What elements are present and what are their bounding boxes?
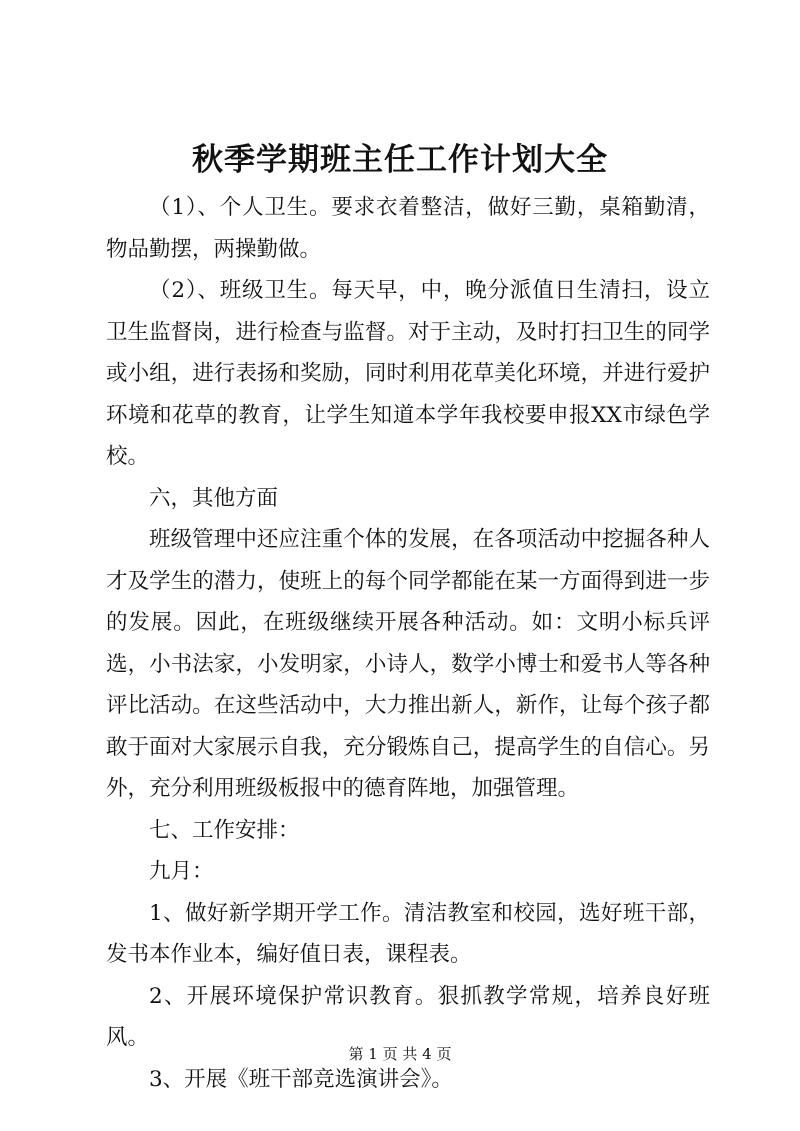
paragraph-class-hygiene: （2）、班级卫生。每天早，中，晚分派值日生清扫，设立卫生监督岗，进行检查与监督。对于主动，及时打扫卫生的同学或小组，进行表扬和奖励，同时利用花草美化环境，并进行爱护环境和花草的教育，让学生知道本学年我校要申报XX市绿色学校。: [106, 278, 710, 469]
page-number-footer: 第 1 页 共 4 页: [348, 1045, 452, 1063]
month-heading-september: 九月：: [149, 859, 214, 884]
list-item-2: 2、开展环境保护常识教育。狠抓教学常规，培养良好班风。: [106, 983, 710, 1050]
list-item-1: 1、做好新学期开学工作。清洁教室和校园，选好班干部，发书本作业本，编好值日表，课程表。: [106, 900, 710, 967]
section-heading-work-schedule: 七、工作安排：: [149, 817, 300, 843]
section-heading-other: 六，其他方面: [149, 485, 279, 511]
paragraph-personal-hygiene: （1）、个人卫生。要求衣着整洁，做好三勤，桌箱勤清，物品勤摆，两操勤做。: [106, 195, 710, 262]
list-item-3: 3、开展《班干部竞选演讲会》。: [149, 1066, 453, 1092]
paragraph-individual-development: 班级管理中还应注重个体的发展，在各项活动中挖掘各种人才及学生的潜力，使班上的每个同学都能在某一方面得到进一步的发展。因此，在班级继续开展各种活动。如：文明小标兵评选，小书法家，小发明家，小诗人，数学小博士和爱书人等各种评比活动。在这些活动中，大力推出新人，新作，让每个孩子都敢于面对大家展示自我，充分锻炼自己，提高学生的自信心。另外，充分利用班级板报中的德育阵地，加强管理。: [106, 527, 710, 801]
document-body: [106, 187, 710, 1100]
document-title: 秋季学期班主任工作计划大全: [192, 142, 608, 178]
